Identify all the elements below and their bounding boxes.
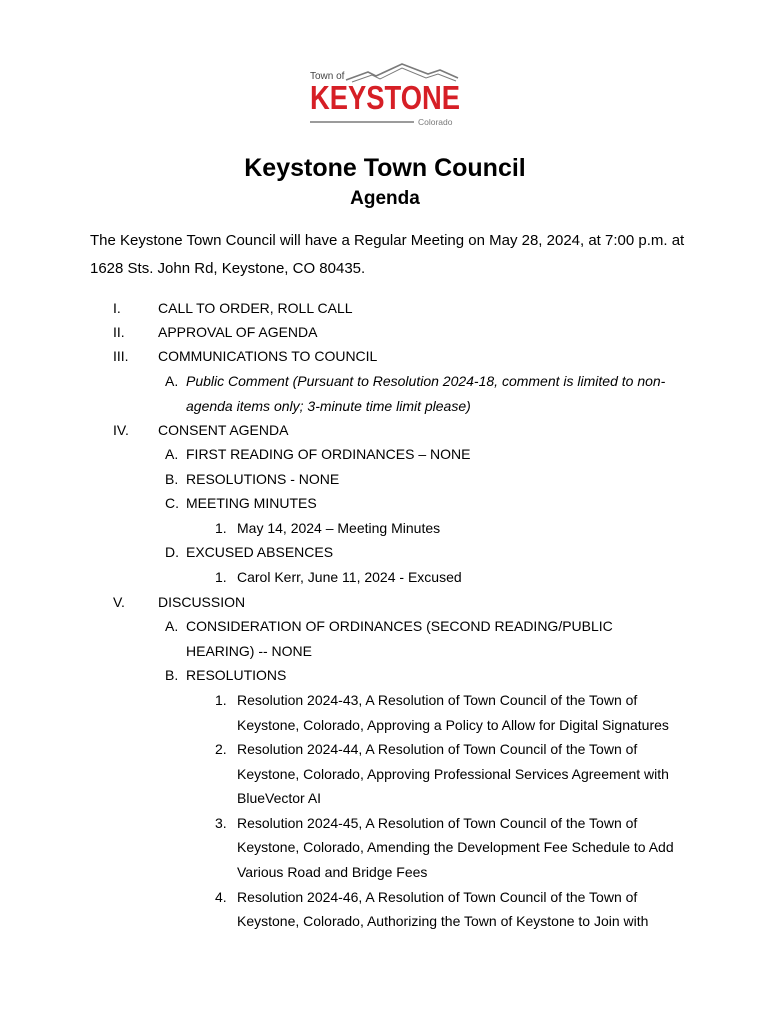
item-letter: B.: [165, 471, 179, 487]
subitem-text: Carol Kerr, June 11, 2024 - Excused: [237, 569, 462, 585]
section-number: III.: [113, 348, 129, 364]
item-text: Public Comment (Pursuant to Resolution 2024-18, comment is limited to non-: [186, 373, 666, 389]
subitem-number: 1.: [215, 692, 227, 708]
subitem-text: Resolution 2024-46, A Resolution of Town Council of the Town of: [237, 889, 638, 905]
item-letter: C.: [165, 495, 179, 511]
subitem-number: 1.: [215, 520, 227, 536]
subitem-text: Keystone, Colorado, Authorizing the Town of Keystone to Join with: [237, 913, 649, 929]
section-title: COMMUNICATIONS TO COUNCIL: [158, 348, 378, 364]
section-number: II.: [113, 324, 125, 340]
subitem-text: Resolution 2024-45, A Resolution of Town Council of the Town of: [237, 815, 638, 831]
item-text: CONSIDERATION OF ORDINANCES (SECOND READING/PUBLIC: [186, 618, 613, 634]
logo-name: KEYSTONE: [310, 79, 460, 116]
item-letter: B.: [165, 667, 179, 683]
subitem-text: BlueVector AI: [237, 790, 322, 806]
section-title: CALL TO ORDER, ROLL CALL: [158, 300, 353, 316]
item-text: EXCUSED ABSENCES: [186, 544, 334, 560]
page-title: Keystone Town Council: [244, 154, 526, 182]
section-title: APPROVAL OF AGENDA: [158, 324, 318, 340]
item-text: MEETING MINUTES: [186, 495, 317, 511]
subitem-text: Resolution 2024-43, A Resolution of Town Council of the Town of: [237, 692, 638, 708]
section-number: IV.: [113, 422, 129, 438]
town-logo: [306, 60, 466, 130]
subitem-text: Keystone, Colorado, Approving a Policy to Allow for Digital Signatures: [237, 717, 669, 733]
subitem-text: Various Road and Bridge Fees: [237, 864, 428, 880]
subitem-number: 4.: [215, 889, 227, 905]
subitem-number: 3.: [215, 815, 227, 831]
logo-state: Colorado: [418, 117, 453, 127]
subitem-number: 1.: [215, 569, 227, 585]
item-letter: A.: [165, 446, 179, 462]
item-letter: A.: [165, 373, 179, 389]
subitem-number: 2.: [215, 741, 227, 757]
subitem-text: May 14, 2024 – Meeting Minutes: [237, 520, 441, 536]
section-number: I.: [113, 300, 121, 316]
subitem-text: Keystone, Colorado, Amending the Development Fee Schedule to Add: [237, 839, 674, 855]
item-text: RESOLUTIONS: [186, 667, 287, 683]
subitem-text: Resolution 2024-44, A Resolution of Town Council of the Town of: [237, 741, 638, 757]
meeting-intro: The Keystone Town Council will have a Regular Meeting on May 28, 2024, at 7:00 p.m. at 1628 Sts. John Rd, Keystone, CO 80435.: [90, 232, 685, 277]
section-title: DISCUSSION: [158, 594, 246, 610]
item-text: RESOLUTIONS - NONE: [186, 471, 340, 487]
section-number: V.: [113, 594, 125, 610]
item-text: HEARING) -- NONE: [186, 643, 312, 659]
logo-town-of: Town of: [310, 71, 345, 82]
item-text: agenda items only; 3-minute time limit please): [186, 398, 471, 414]
subitem-text: Keystone, Colorado, Approving Professional Services Agreement with: [237, 766, 669, 782]
item-letter: A.: [165, 618, 179, 634]
item-letter: D.: [165, 544, 179, 560]
page-subtitle: Agenda: [350, 188, 420, 209]
item-text: FIRST READING OF ORDINANCES – NONE: [186, 446, 471, 462]
section-title: CONSENT AGENDA: [158, 422, 289, 438]
